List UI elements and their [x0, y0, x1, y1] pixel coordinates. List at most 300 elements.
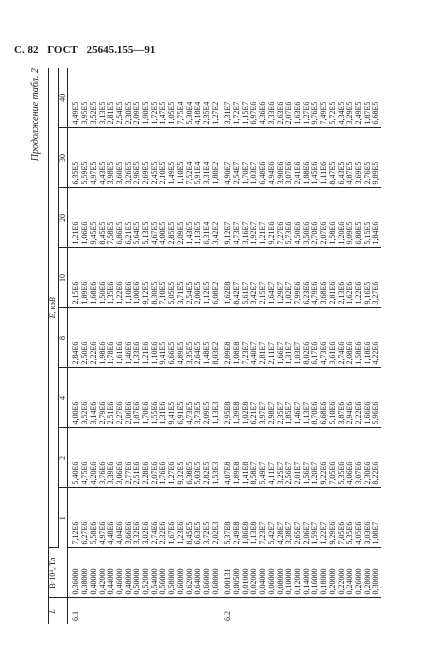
flux-value-cell: 9,21E6 — [268, 188, 277, 248]
flux-value-cell: 1,72E5 — [151, 68, 160, 128]
flux-value-cell: 3,31E4 — [203, 128, 212, 188]
flux-value-cell: 4,79E6 — [311, 248, 320, 308]
b-value-cell: 0,08000 — [277, 548, 286, 598]
l-value-cell — [355, 598, 364, 624]
flux-value-cell: 3,69E5 — [355, 128, 364, 188]
flux-value-cell: 6,86E5 — [116, 188, 125, 248]
l-value-cell — [194, 598, 203, 624]
flux-value-cell: 8,47E5 — [329, 128, 338, 188]
flux-value-cell: 9,76E5 — [311, 68, 320, 128]
flux-value-cell: 1,59E7 — [311, 488, 320, 548]
flux-value-cell: 2,00E5 — [194, 248, 203, 308]
flux-value-cell: 1,46E6 — [125, 308, 134, 368]
energy-header-cell: 8 — [58, 308, 68, 368]
flux-value-cell: 1,10E5 — [177, 128, 186, 188]
flux-value-cell: 8,42E7 — [233, 248, 242, 308]
flux-value-cell: 3,73E5 — [194, 368, 203, 428]
flux-value-cell: 5,35E6 — [346, 488, 355, 548]
flux-value-cell: 1,41E8 — [242, 428, 251, 488]
flux-value-cell: 8,03E2 — [212, 308, 221, 368]
flux-value-cell: 5,72E5 — [329, 68, 338, 128]
flux-value-cell: 3,52E6 — [81, 368, 90, 428]
l-value-cell — [212, 598, 221, 624]
flux-value-cell: 4,34E5 — [338, 68, 347, 128]
flux-value-cell: 1,47E5 — [159, 68, 168, 128]
energy-header-cell: 30 — [58, 128, 68, 188]
flux-value-cell: 2,51E6 — [107, 368, 116, 428]
flux-value-cell: 2,85E5 — [168, 188, 177, 248]
flux-value-cell: 1,70E7 — [242, 128, 251, 188]
flux-value-cell: 4,00E6 — [68, 368, 81, 428]
l-value-cell — [329, 598, 338, 624]
flux-value-cell: 9,09E5 — [346, 188, 355, 248]
b-value-cell: 0,40000 — [90, 548, 99, 598]
flux-value-cell: 1,84E6 — [372, 188, 381, 248]
flux-value-cell: 2,13E6 — [338, 248, 347, 308]
flux-value-cell: 1,88E6 — [303, 128, 312, 188]
flux-value-cell: 3,07E6 — [355, 428, 364, 488]
flux-value-cell: 3,07E6 — [285, 128, 294, 188]
flux-value-cell: 4,89E5 — [177, 308, 186, 368]
flux-value-cell: 5,58E6 — [90, 488, 99, 548]
flux-value-cell: 9,45E5 — [90, 188, 99, 248]
l-value-cell — [142, 598, 151, 624]
col-header-L: L — [49, 598, 68, 624]
flux-value-cell: 4,11E7 — [268, 428, 277, 488]
flux-value-cell: 2,95E8 — [220, 368, 233, 428]
l-value-cell — [107, 598, 116, 624]
flux-value-cell: 9,29E6 — [329, 488, 338, 548]
flux-value-cell: 2,76E5 — [364, 128, 373, 188]
flux-value-cell: 1,18E6 — [364, 308, 373, 368]
b-value-cell: 0,10000 — [285, 548, 294, 598]
l-value-cell — [311, 598, 320, 624]
flux-value-cell: 4,36E6 — [259, 68, 268, 128]
l-value-cell — [90, 598, 99, 624]
col-header-B: B·10⁴, Тл — [49, 548, 68, 598]
flux-value-cell: 1,23E6 — [177, 488, 186, 548]
flux-value-cell: 7,27E6 — [277, 188, 286, 248]
flux-value-cell: 1,58E6 — [329, 188, 338, 248]
b-value-cell: 0,64000 — [194, 548, 203, 598]
flux-value-cell: 4,94E6 — [268, 128, 277, 188]
flux-value-cell: 3,13E5 — [99, 68, 108, 128]
rotated-table-block — [30, 68, 414, 624]
l-value-cell: 6.1 — [71, 611, 81, 621]
flux-value-cell: 2,07E6 — [285, 68, 294, 128]
flux-value-cell: 1,02E8 — [242, 368, 251, 428]
b-value-cell: 0,06000 — [268, 548, 277, 598]
flux-value-cell: 8,70E6 — [311, 368, 320, 428]
flux-value-cell: 2,27E6 — [116, 368, 125, 428]
flux-value-cell: 2,82E5 — [203, 428, 212, 488]
flux-value-cell: 3,32E6 — [133, 488, 142, 548]
flux-value-cell: 3,66E6 — [125, 488, 134, 548]
flux-value-cell: 4,28E7 — [277, 488, 286, 548]
flux-value-cell: 6,91E5 — [177, 368, 186, 428]
l-value-cell — [125, 598, 134, 624]
b-value-cell: 0,18000 — [320, 548, 329, 598]
flux-value-cell: 1,66E6 — [364, 368, 373, 428]
flux-value-cell: 5,05E5 — [168, 248, 177, 308]
flux-value-cell: 3,38E7 — [285, 488, 294, 548]
flux-value-cell: 5,49E7 — [259, 428, 268, 488]
flux-value-cell: 3,39E6 — [107, 428, 116, 488]
flux-value-cell: 7,23E7 — [259, 488, 268, 548]
flux-value-cell: 3,06E6 — [116, 428, 125, 488]
flux-value-cell: 2,98E7 — [268, 368, 277, 428]
flux-value-cell: 1,20E7 — [311, 428, 320, 488]
flux-value-cell: 4,40E7 — [250, 308, 259, 368]
flux-value-cell: 6,27E6 — [81, 488, 90, 548]
flux-value-cell: 2,07E6 — [320, 188, 329, 248]
flux-value-cell: 4,43E5 — [99, 128, 108, 188]
flux-value-cell: 1,03E7 — [250, 128, 259, 188]
b-value-cell: 0,04000 — [259, 548, 268, 598]
flux-value-cell: 2,15E7 — [259, 248, 268, 308]
flux-value-cell: 6,17E6 — [311, 308, 320, 368]
flux-value-cell: 9,41E5 — [168, 368, 177, 428]
col-header-energy: E, кэВ — [49, 68, 59, 548]
flux-value-cell: 3,52E5 — [90, 68, 99, 128]
flux-value-cell: 4,04E6 — [116, 488, 125, 548]
flux-value-cell: 1,08E7 — [372, 488, 381, 548]
l-value-cell — [250, 598, 259, 624]
flux-value-cell: 7,52E4 — [186, 128, 195, 188]
flux-value-cell: 1,35E6 — [107, 248, 116, 308]
flux-value-cell: 3,68E6 — [320, 248, 329, 308]
flux-value-cell: 1,56E7 — [303, 428, 312, 488]
flux-value-cell: 1,62E6 — [346, 248, 355, 308]
flux-value-cell: 1,86E8 — [242, 488, 251, 548]
flux-value-cell: 8,45E5 — [186, 488, 195, 548]
flux-value-cell: 1,89E6 — [81, 248, 90, 308]
l-value-cell: 6.2 — [223, 611, 233, 621]
flux-value-cell: 5,64E5 — [133, 188, 142, 248]
flux-value-cell: 1,22E7 — [320, 488, 329, 548]
energy-header-row — [58, 68, 68, 624]
flux-value-cell: 2,09E5 — [203, 368, 212, 428]
flux-value-cell: 3,14E6 — [90, 368, 99, 428]
flux-value-cell: 1,00E6 — [133, 248, 142, 308]
flux-value-cell: 2,79E6 — [99, 368, 108, 428]
flux-value-cell: 1,85E7 — [285, 368, 294, 428]
flux-value-cell: 4,67E5 — [151, 188, 160, 248]
flux-value-cell: 3,72E5 — [203, 488, 212, 548]
b-value-cell: 0,48000 — [125, 548, 134, 598]
flux-value-cell: 6,97E6 — [250, 68, 259, 128]
l-value-cell — [320, 598, 329, 624]
l-value-cell — [372, 598, 381, 624]
b-value-cell: 0,52000 — [142, 548, 151, 598]
b-value-cell: 0,60000 — [177, 548, 186, 598]
flux-value-cell: 1,11E6 — [320, 128, 329, 188]
l-value-cell — [364, 598, 373, 624]
flux-value-cell: 2,30E6 — [364, 428, 373, 488]
b-value-cell: 0,01000 — [242, 548, 251, 598]
flux-value-cell: 1,33E6 — [133, 308, 142, 368]
flux-value-cell: 1,43E5 — [186, 188, 195, 248]
flux-value-cell: 7,05E6 — [338, 488, 347, 548]
data-table — [48, 68, 381, 624]
flux-value-cell: 4,05E6 — [355, 488, 364, 548]
flux-value-cell: 4,50E6 — [294, 188, 303, 248]
b-value-cell: 0,16000 — [311, 548, 320, 598]
flux-value-cell: 1,49E5 — [168, 128, 177, 188]
page-header — [14, 44, 161, 56]
flux-value-cell: 6,31E4 — [203, 188, 212, 248]
flux-value-cell: 2,32E6 — [159, 488, 168, 548]
flux-value-cell: 6,23E6 — [303, 248, 312, 308]
flux-value-cell: 2,30E5 — [125, 68, 134, 128]
table-body — [68, 68, 381, 624]
flux-value-cell: 3,42E2 — [212, 188, 221, 248]
flux-value-cell: 2,01E7 — [294, 428, 303, 488]
l-value-cell — [259, 598, 268, 624]
flux-value-cell: 1,80E2 — [212, 128, 221, 188]
flux-value-cell: 6,35E5 — [68, 128, 81, 188]
flux-value-cell: 6,48E6 — [259, 128, 268, 188]
flux-value-cell: 1,89E8 — [233, 428, 242, 488]
flux-value-cell: 4,20E6 — [90, 428, 99, 488]
flux-value-cell: 4,97E5 — [90, 128, 99, 188]
l-value-cell — [338, 598, 347, 624]
flux-value-cell: 2,65E7 — [294, 488, 303, 548]
flux-value-cell: 2,49E5 — [355, 68, 364, 128]
flux-value-cell: 3,03E6 — [364, 488, 373, 548]
flux-value-cell: 1,31E6 — [159, 368, 168, 428]
page-number: С. 82 — [14, 44, 39, 56]
flux-value-cell: 9,16E5 — [364, 248, 373, 308]
flux-value-cell: 6,66E5 — [168, 308, 177, 368]
flux-value-cell: 1,62E8 — [220, 248, 233, 308]
b-value-cell: 0,22000 — [338, 548, 347, 598]
flux-value-cell: 6,21E5 — [125, 188, 134, 248]
l-value-cell — [268, 598, 277, 624]
flux-value-cell: 1,61E6 — [116, 308, 125, 368]
flux-value-cell: 1,87E5 — [364, 68, 373, 128]
l-value-cell — [159, 598, 168, 624]
flux-value-cell: 2,94E6 — [346, 368, 355, 428]
flux-value-cell: 2,22E6 — [90, 308, 99, 368]
b-value-cell: 0,62000 — [186, 548, 195, 598]
table-row — [372, 68, 381, 624]
l-value-cell — [203, 598, 212, 624]
flux-value-cell: 7,49E5 — [320, 68, 329, 128]
flux-value-cell: 5,13E5 — [142, 188, 151, 248]
flux-value-cell: 9,12E7 — [220, 188, 233, 248]
flux-value-cell: 1,87E6 — [133, 368, 142, 428]
flux-value-cell: 3,42E7 — [250, 248, 259, 308]
flux-value-cell: 7,99E6 — [294, 248, 303, 308]
flux-value-cell: 1,46E7 — [294, 368, 303, 428]
l-value-cell — [151, 598, 160, 624]
flux-value-cell: 2,64E5 — [194, 308, 203, 368]
flux-value-cell: 2,50E6 — [81, 308, 90, 368]
flux-value-cell: 2,09E5 — [133, 68, 142, 128]
b-value-cell: 0,14000 — [303, 548, 312, 598]
flux-value-cell: 2,56E7 — [285, 428, 294, 488]
b-value-cell: 0,46000 — [116, 548, 125, 598]
flux-value-cell: 3,35E5 — [186, 308, 195, 368]
energy-header-cell: 40 — [58, 68, 68, 128]
flux-value-cell: 2,70E6 — [311, 188, 320, 248]
b-value-cell: 0,12000 — [294, 548, 303, 598]
flux-value-cell: 5,40E6 — [68, 428, 81, 488]
flux-value-cell: 2,54E5 — [116, 68, 125, 128]
flux-value-cell: 2,06E6 — [125, 368, 134, 428]
flux-value-cell: 5,96E6 — [372, 368, 381, 428]
flux-value-cell: 1,67E6 — [168, 488, 177, 548]
flux-value-cell: 8,02E6 — [303, 308, 312, 368]
flux-value-cell: 3,76E6 — [99, 428, 108, 488]
flux-value-cell: 1,13E5 — [194, 188, 203, 248]
flux-value-cell: 2,28E6 — [142, 428, 151, 488]
flux-value-cell: 5,15E5 — [364, 188, 373, 248]
flux-value-cell: 2,09E5 — [177, 188, 186, 248]
flux-value-cell: 1,22E6 — [116, 248, 125, 308]
flux-value-cell: 1,08E8 — [233, 308, 242, 368]
flux-value-cell: 2,10E5 — [159, 128, 168, 188]
l-value-cell — [186, 598, 195, 624]
flux-value-cell: 1,92E7 — [250, 188, 259, 248]
flux-value-cell: 6,88E5 — [355, 188, 364, 248]
l-value-cell — [294, 598, 303, 624]
flux-value-cell: 4,00E5 — [159, 188, 168, 248]
b-value-cell: 0,30000 — [372, 548, 381, 598]
flux-value-cell: 1,20E6 — [338, 188, 347, 248]
flux-value-cell: 1,05E5 — [168, 68, 177, 128]
flux-value-cell: 1,78E6 — [107, 308, 116, 368]
flux-value-cell: 4,49E5 — [68, 68, 81, 128]
flux-value-cell: 9,12E5 — [142, 248, 151, 308]
standard-number: 25645.155—91 — [86, 44, 156, 56]
flux-value-cell: 1,66E7 — [277, 308, 286, 368]
flux-value-cell: 7,12E6 — [68, 488, 81, 548]
flux-value-cell: 1,27E6 — [168, 428, 177, 488]
b-value-cell: 0,02000 — [250, 548, 259, 598]
energy-header-cell: 10 — [58, 248, 68, 308]
flux-value-cell: 1,90E5 — [142, 68, 151, 128]
flux-value-cell: 2,81E5 — [107, 68, 116, 128]
flux-value-cell: 2,69E5 — [142, 128, 151, 188]
flux-value-cell: 1,63E6 — [294, 68, 303, 128]
b-value-cell: 0,58000 — [168, 548, 177, 598]
b-value-cell: 0,28000 — [364, 548, 373, 598]
flux-value-cell: 1,68E6 — [90, 248, 99, 308]
table-caption: Продолжение табл. 2 — [30, 68, 41, 162]
b-value-cell: 0,68000 — [212, 548, 221, 598]
flux-value-cell: 1,13E7 — [303, 368, 312, 428]
flux-value-cell: 3,25E7 — [277, 428, 286, 488]
l-value-cell — [168, 598, 177, 624]
flux-value-cell: 2,49E8 — [233, 488, 242, 548]
l-value-cell — [242, 598, 251, 624]
flux-value-cell: 1,76E6 — [159, 428, 168, 488]
b-value-cell: 0,24000 — [346, 548, 355, 598]
flux-value-cell: 1,45E6 — [311, 128, 320, 188]
flux-value-cell: 5,91E4 — [194, 128, 203, 188]
flux-value-cell: 8,30E5 — [151, 248, 160, 308]
flux-value-cell: 7,58E5 — [107, 188, 116, 248]
flux-value-cell: 2,81E6 — [329, 248, 338, 308]
flux-value-cell: 3,26E5 — [125, 128, 134, 188]
flux-value-cell: 5,10E6 — [329, 368, 338, 428]
table-row — [212, 68, 221, 624]
flux-value-cell: 4,07E8 — [220, 428, 233, 488]
flux-value-cell: 3,71E5 — [177, 248, 186, 308]
flux-value-cell: 3,31E7 — [220, 68, 233, 128]
flux-value-cell: 3,02E6 — [142, 488, 151, 548]
flux-value-cell: 1,13E3 — [212, 368, 221, 428]
flux-value-cell: 2,02E3 — [212, 488, 221, 548]
flux-value-cell: 2,63E6 — [277, 68, 286, 128]
flux-value-cell: 1,10E6 — [151, 308, 160, 368]
flux-value-cell: 3,33E6 — [268, 68, 277, 128]
flux-value-cell: 1,50E6 — [99, 248, 108, 308]
flux-value-cell: 3,27E6 — [372, 248, 381, 308]
flux-value-cell: 2,84E6 — [68, 308, 81, 368]
b-value-cell: 0,38000 — [81, 548, 90, 598]
flux-value-cell: 4,06E6 — [346, 428, 355, 488]
flux-value-cell: 6,38E5 — [186, 428, 195, 488]
flux-value-cell: 2,54E5 — [186, 248, 195, 308]
flux-value-cell: 1,53E3 — [212, 428, 221, 488]
flux-value-cell: 4,87E5 — [346, 128, 355, 188]
flux-value-cell: 3,87E6 — [338, 368, 347, 428]
flux-value-cell: 1,39E8 — [233, 368, 242, 428]
flux-value-cell: 1,98E6 — [99, 308, 108, 368]
flux-value-cell: 1,58E6 — [355, 308, 364, 368]
flux-value-cell: 1,70E6 — [142, 368, 151, 428]
b-value-cell: 0,66000 — [203, 548, 212, 598]
b-value-cell: 0,44000 — [107, 548, 116, 598]
flux-value-cell: 5,59E5 — [81, 128, 90, 188]
flux-value-cell: 1,03E7 — [294, 308, 303, 368]
flux-value-cell: 6,21E7 — [250, 368, 259, 428]
standard-label: ГОСТ — [47, 44, 78, 56]
b-value-cell: 0,20000 — [329, 548, 338, 598]
l-value-cell — [177, 598, 186, 624]
flux-value-cell: 8,58E7 — [250, 428, 259, 488]
flux-value-cell: 4,48E6 — [107, 488, 116, 548]
flux-value-cell: 1,27E6 — [303, 68, 312, 128]
flux-value-cell: 1,29E7 — [277, 248, 286, 308]
b-value-cell: 0,50000 — [133, 548, 142, 598]
flux-value-cell: 1,21E6 — [68, 188, 81, 248]
flux-value-cell: 6,08E2 — [212, 248, 221, 308]
flux-value-cell: 1,06E6 — [81, 188, 90, 248]
flux-value-cell: 9,89E5 — [372, 128, 381, 188]
flux-value-cell: 1,22E6 — [355, 248, 364, 308]
flux-value-cell: 9,32E5 — [177, 428, 186, 488]
flux-value-cell: 7,75E4 — [177, 68, 186, 128]
flux-value-cell: 4,73E7 — [233, 188, 242, 248]
flux-value-cell: 5,37E8 — [220, 488, 233, 548]
flux-value-cell: 5,35E6 — [338, 428, 347, 488]
l-value-cell — [346, 598, 355, 624]
flux-value-cell: 3,90E6 — [277, 128, 286, 188]
flux-value-cell: 4,22E6 — [372, 308, 381, 368]
flux-value-cell: 7,23E7 — [242, 308, 251, 368]
b-value-cell: 0,54000 — [151, 548, 160, 598]
flux-value-cell: 3,29E5 — [346, 68, 355, 128]
flux-value-cell: 3,16E7 — [242, 188, 251, 248]
flux-value-cell: 1,13E8 — [250, 488, 259, 548]
flux-value-cell: 3,97E7 — [259, 368, 268, 428]
l-value-cell — [133, 598, 142, 624]
b-value-cell: 0,26000 — [355, 548, 364, 598]
